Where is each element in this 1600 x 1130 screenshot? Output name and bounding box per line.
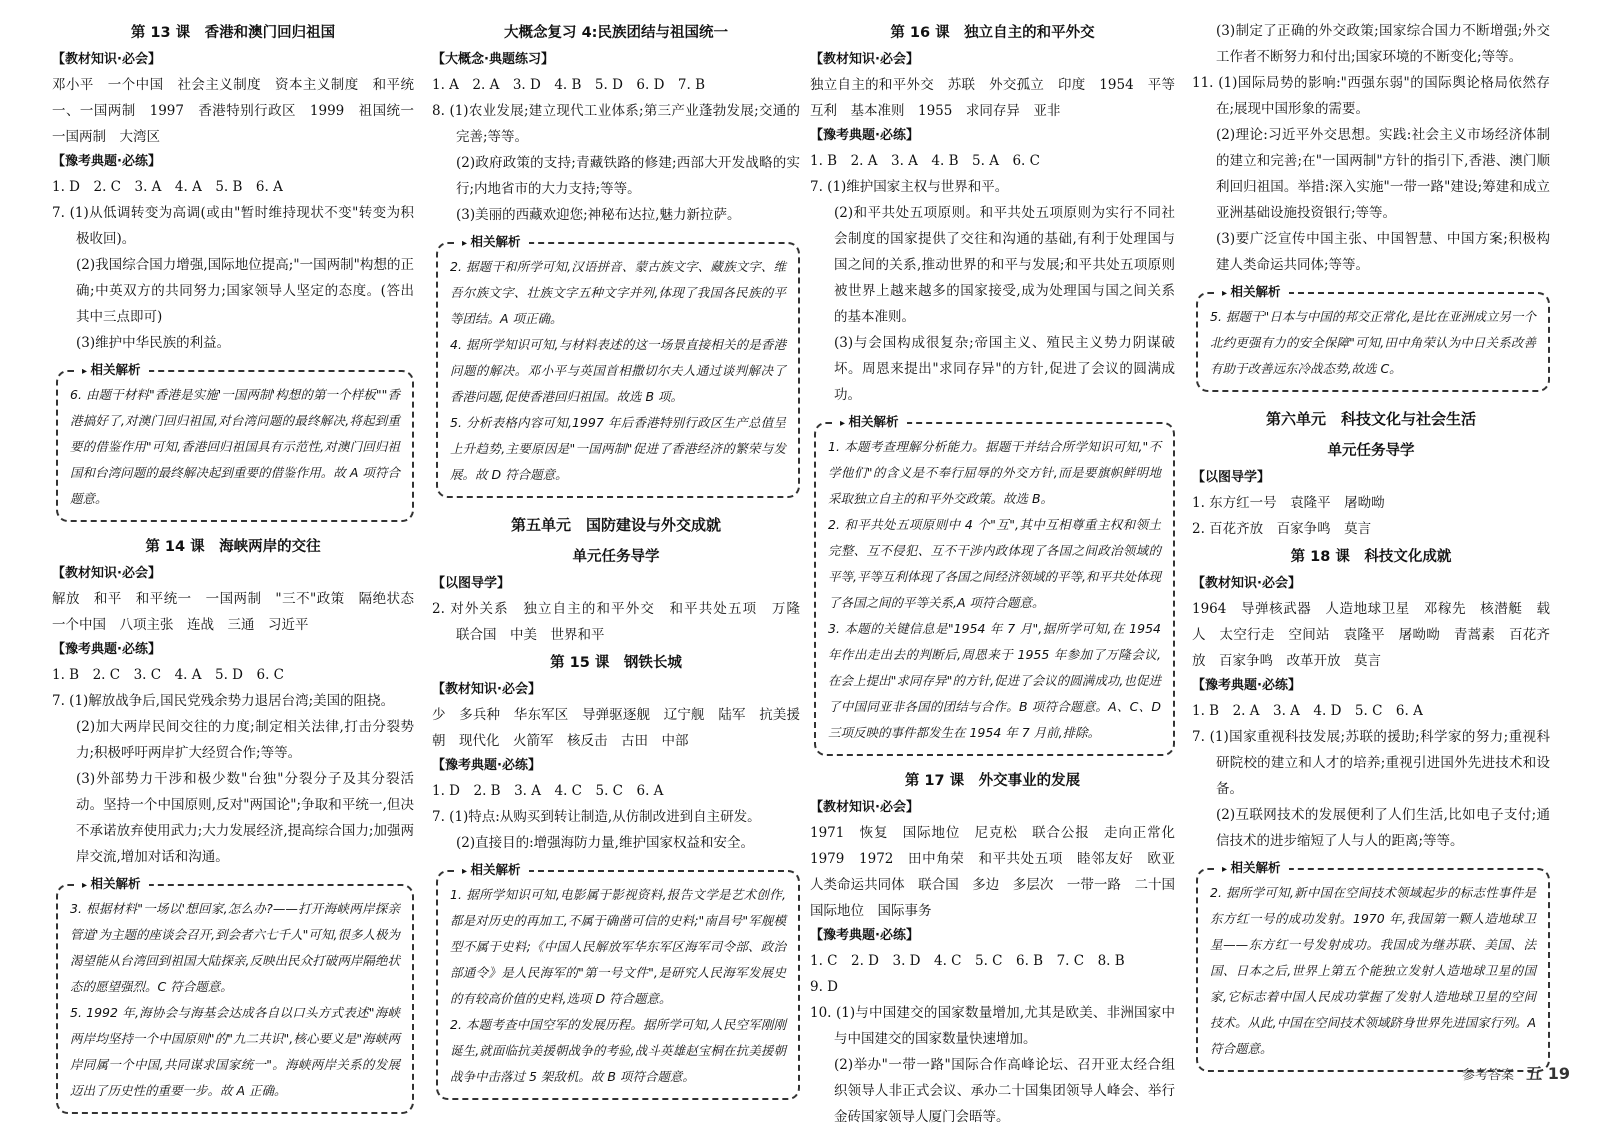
analysis-text: 5. 据题干"日本与中国的邦交正常化,是比在亚洲成立另一个北约更强有力的安全保障"可知,田中角荣认为中日关系改善有助于改善远东冷战态势,故选 C。 bbox=[1210, 309, 1536, 376]
analysis-box bbox=[814, 414, 1175, 756]
answer-item: (3)维护中华民族的利益。 bbox=[76, 335, 231, 351]
analysis-text: 2. 据所学可知,新中国在空间技术领域起步的标志性事件是东方红一号的成功发射。1970 年,我国第一颗人造地球卫星——东方红一号发射成功。我国成为继苏联、美国、法国、日本之后,世界上第五个能独立发射人造地球卫星的国家,它标志着中国人民成功掌握了发射人造地球卫星的空间技术。从此,中国在空间技术领域跻身世界先进国家行列。A 符合题意。 bbox=[1210, 885, 1536, 1056]
answer-choices: 1. A 2. A 3. D 4. B 5. D 6. D 7. B bbox=[432, 77, 706, 93]
answer-choices: 1. B 2. A 3. A 4. B 5. A 6. C bbox=[810, 153, 1040, 169]
analysis-box-title: ▸ 相关解析 bbox=[74, 360, 149, 382]
analysis-box-title: ▸ 相关解析 bbox=[74, 874, 149, 896]
analysis-text: 2. 和平共处五项原则中 4 个"互",其中互相尊重主权和领土完整、互不侵犯、互不干涉内政体现了各国之间政治领域的平等,平等互利体现了各国之间经济领域的平等,和平共处体现了各国之间的平等关系,A 项符合题意。 bbox=[828, 517, 1161, 610]
section-heading: 【豫考典题·必练】 bbox=[52, 154, 161, 169]
answer-item: 2. 百花齐放 百家争鸣 莫言 bbox=[1192, 521, 1372, 537]
answer-item: (2)互联网技术的发展便利了人们生活,比如电子支付;通信技术的进步缩短了人与人的距离;等等。 bbox=[1216, 807, 1550, 849]
unit-6-subtitle: 单元任务导学 bbox=[1327, 443, 1415, 459]
answer-choices: 9. D bbox=[810, 979, 838, 995]
lesson-15-title: 第 15 课 钢铁长城 bbox=[550, 655, 682, 671]
answer-item: (2)和平共处五项原则。和平共处五项原则为实行不同社会制度的国家提供了交往和沟通的基础,有利于处理国与国之间的关系,推动世界的和平与发展;和平共处五项原则被世界上越来越多的国家接受,成为处理国与国之间关系的基本准则。 bbox=[834, 205, 1175, 325]
analysis-box-title: ▸ 相关解析 bbox=[454, 860, 529, 882]
answer-choices: 1. B 2. A 3. A 4. D 5. C 6. A bbox=[1192, 703, 1423, 719]
answer-item: 8. (1)农业发展;建立现代工业体系;第三产业蓬勃发展;交通的完善;等等。 bbox=[432, 103, 800, 145]
lesson-18-title: 第 18 课 科技文化成就 bbox=[1290, 549, 1452, 565]
answer-text: 独立自主的和平外交 苏联 外交孤立 印度 1954 平等互利 基本准则 1955 求同存异 亚非 bbox=[810, 77, 1175, 119]
section-heading: 【教材知识·必会】 bbox=[810, 52, 919, 67]
analysis-text: 3. 本题的关键信息是"1954 年 7 月",据所学可知,在 1954 年作出走出去的判断后,周恩来于 1955 年参加了万隆会议,在会上提出"求同存异"的方针,促进了会议的圆满成功,也促进了中国同亚非各国的团结与合作。B 项符合题意。A、C、D 三项反映的事件都发生在 1954 年 7 月前,排除。 bbox=[828, 621, 1161, 740]
section-heading: 【豫考典题·必练】 bbox=[432, 758, 541, 773]
analysis-text: 2. 本题考查中国空军的发展历程。据所学可知,人民空军刚刚诞生,就面临抗美援朝战争的考验,战斗英雄赵宝桐在抗美援朝战争中击落过 5 架敌机。故 B 项符合题意。 bbox=[450, 1017, 786, 1084]
answer-item: (3)与会国构成很复杂;帝国主义、殖民主义势力阴谋破坏。周恩来提出"求同存异"的方针,促进了会议的圆满成功。 bbox=[834, 335, 1175, 403]
answer-item: (2)举办"一带一路"国际合作高峰论坛、召开亚太经合组织领导人非正式会议、承办二十国集团领导人峰会、举行金砖国家领导人厦门会晤等。 bbox=[834, 1057, 1175, 1125]
answer-choices: 1. D 2. B 3. A 4. C 5. C 6. A bbox=[432, 783, 664, 799]
lesson-13-title: 第 13 课 香港和澳门回归祖国 bbox=[130, 25, 336, 41]
answer-item: (2)我国综合国力增强,国际地位提高;"一国两制"构想的正确;中英双方的共同努力;国家领导人坚定的态度。(答出其中三点即可) bbox=[76, 257, 414, 325]
section-heading: 【教材知识·必会】 bbox=[52, 566, 161, 581]
review-title: 大概念复习 4:民族团结与祖国统一 bbox=[504, 25, 728, 41]
lesson-16-title: 第 16 课 独立自主的和平外交 bbox=[890, 25, 1095, 41]
answer-item: 7. (1)特点:从购买到转让制造,从仿制改进到自主研发。 bbox=[432, 809, 761, 825]
analysis-box bbox=[56, 362, 414, 522]
analysis-text: 1. 据所学知识可知,电影属于影视资料,报告文学是艺术创作,都是对历史的再加工,不属于确凿可信的史料;"南昌号"军舰模型不属于史料;《中国人民解放军华东军区海军司令部、政治部通令》是人民海军的"第一号文件",是研究人民海军发展史的有较高价值的史料,选项 D 符合题意。 bbox=[450, 887, 786, 1006]
answer-item: (2)直接目的:增强海防力量,维护国家权益和安全。 bbox=[456, 835, 754, 851]
lesson-14-title: 第 14 课 海峡两岸的交往 bbox=[145, 539, 321, 555]
section-heading: 【教材知识·必会】 bbox=[810, 800, 919, 815]
answer-item: 2. 对外关系 独立自主的和平外交 和平共处五项 万隆 联合国 中美 世界和平 bbox=[432, 601, 814, 643]
unit-5-title: 第五单元 国防建设与外交成就 bbox=[510, 516, 721, 534]
analysis-box-title: ▸ 相关解析 bbox=[1214, 858, 1289, 880]
section-heading: 【教材知识·必会】 bbox=[1192, 576, 1301, 591]
answer-text: 1964 导弹核武器 人造地球卫星 邓稼先 核潜艇 载人 太空行走 空间站 袁隆平 屠呦呦 青蒿素 百花齐放 百家争鸣 改革开放 莫言 bbox=[1192, 601, 1550, 669]
footer-label: 参考答案 bbox=[1462, 1068, 1515, 1083]
section-heading: 【豫考典题·必练】 bbox=[810, 128, 919, 143]
lesson-17-title: 第 17 课 外交事业的发展 bbox=[904, 773, 1081, 789]
section-heading: 【教材知识·必会】 bbox=[52, 52, 161, 67]
analysis-text: 5. 分析表格内容可知,1997 年后香港特别行政区生产总值呈上升趋势,主要原因是"一国两制"促进了香港经济的繁荣与发展。故 D 符合题意。 bbox=[450, 415, 786, 482]
unit-5-subtitle: 单元任务导学 bbox=[572, 549, 660, 565]
answer-item: 7. (1)解放战争后,国民党残余势力退居台湾;美国的阻挠。 bbox=[52, 693, 395, 709]
answer-item: 7. (1)从低调转变为高调(或由"暂时维持现状不变"转变为积极收回)。 bbox=[52, 205, 414, 247]
section-heading: 【豫考典题·必练】 bbox=[52, 642, 161, 657]
answer-item: (2)理论:习近平外交思想。实践:社会主义市场经济体制的建立和完善;在"一国两制"方针的指引下,香港、澳门顺利回归祖国。举措:深入实施"一带一路"建设;筹建和成立亚洲基础设施投资银行;等等。 bbox=[1216, 127, 1550, 221]
section-heading: 【以图导学】 bbox=[432, 576, 511, 591]
answer-choices: 1. D 2. C 3. A 4. A 5. B 6. A bbox=[52, 179, 283, 195]
answer-item: 1. 东方红一号 袁隆平 屠呦呦 bbox=[1192, 495, 1385, 511]
answer-text: 1971 恢复 国际地位 尼克松 联合公报 走向正常化 1979 1972 田中角荣 和平共处五项 睦邻友好 欧亚 人类命运共同体 联合国 多边 多层次 一带一路 二十国 国际地位 国际事务 bbox=[810, 825, 1189, 919]
column-1 bbox=[52, 18, 428, 1124]
section-heading: 【豫考典题·必练】 bbox=[810, 928, 919, 943]
answer-item: 7. (1)国家重视科技发展;苏联的援助;科学家的努力;重视科研院校的建立和人才的培养;重视引进国外先进技术和设备。 bbox=[1192, 729, 1550, 797]
analysis-text: 5. 1992 年,海协会与海基会达成各自以口头方式表述"海峡两岸均坚持一个中国原则"的"九二共识",核心要义是"海峡两岸同属一个中国,共同谋求国家统一"。海峡两岸关系的发展迈出了历史性的重要一步。故 A 正确。 bbox=[70, 1005, 400, 1098]
answer-item: (3)外部势力干涉和极少数"台独"分裂分子及其分裂活动。坚持一个中国原则,反对"两国论";争取和平统一,但决不承诺放弃使用武力;大力发展经济,提高综合国力;加强两岸交流,增加对话和沟通。 bbox=[76, 771, 414, 865]
analysis-box bbox=[56, 876, 414, 1114]
section-heading: 【豫考典题·必练】 bbox=[1192, 678, 1301, 693]
section-heading: 【大概念·典题练习】 bbox=[432, 52, 554, 67]
analysis-box bbox=[436, 234, 800, 498]
analysis-text: 6. 由题干材料"香港是实施'一国两制'构想的第一个样板""香港搞好了,对澳门回归祖国,对台湾问题的最终解决,将起到重要的借鉴作用"可知,香港回归祖国具有示范性,对澳门回归祖国和台湾问题的最终解决起到重要的借鉴作用。故 A 项符合题意。 bbox=[70, 387, 400, 506]
analysis-box-title: ▸ 相关解析 bbox=[454, 232, 529, 254]
unit-6-title: 第六单元 科技文化与社会生活 bbox=[1265, 410, 1476, 428]
answer-text: 邓小平 一个中国 社会主义制度 资本主义制度 和平统一、一国两制 1997 香港特别行政区 1999 祖国统一 一国两制 大湾区 bbox=[52, 77, 428, 145]
answer-choices: 1. B 2. C 3. C 4. A 5. D 6. C bbox=[52, 667, 285, 683]
answer-item: (2)加大两岸民间交往的力度;制定相关法律,打击分裂势力;积极呼吁两岸扩大经贸合作;等等。 bbox=[76, 719, 414, 761]
analysis-box-title: ▸ 相关解析 bbox=[1214, 282, 1289, 304]
page-number: 五 19 bbox=[1526, 1064, 1570, 1083]
answer-item: (3)制定了正确的外交政策;国家综合国力不断增强;外交工作者不断努力和付出;国家环境的不断变化;等等。 bbox=[1216, 23, 1550, 65]
answer-text: 解放 和平 和平统一 一国两制 "三不"政策 隔绝状态 一个中国 八项主张 连战 三通 习近平 bbox=[52, 591, 428, 633]
analysis-box bbox=[1196, 860, 1550, 1072]
answer-item: 10. (1)与中国建交的国家数量增加,尤其是欧美、非洲国家中与中国建交的国家数量快速增加。 bbox=[810, 1005, 1175, 1047]
page-footer bbox=[1462, 1061, 1570, 1084]
section-heading: 【教材知识·必会】 bbox=[432, 682, 541, 697]
analysis-box bbox=[1196, 284, 1550, 392]
answer-item: (3)要广泛宣传中国主张、中国智慧、中国方案;积极构建人类命运共同体;等等。 bbox=[1216, 231, 1550, 273]
answer-item: 11. (1)国际局势的影响:"西强东弱"的国际舆论格局依然存在;展现中国形象的需要。 bbox=[1192, 75, 1550, 117]
answer-choices: 1. C 2. D 3. D 4. C 5. C 6. B 7. C 8. B bbox=[810, 953, 1125, 969]
column-2 bbox=[432, 18, 814, 1110]
analysis-text: 1. 本题考查理解分析能力。据题干并结合所学知识可知,"不学他们"的含义是不奉行屈辱的外交方针,而是要旗帜鲜明地采取独立自主的和平外交政策。故选 B。 bbox=[828, 439, 1161, 506]
answer-item: (2)政府政策的支持;青藏铁路的修建;西部大开发战略的实行;内地省市的大力支持;等等。 bbox=[456, 155, 800, 197]
analysis-text: 2. 据题干和所学可知,汉语拼音、蒙古族文字、藏族文字、维吾尔族文字、壮族文字五种文字并列,体现了我国各民族的平等团结。A 项正确。 bbox=[450, 259, 786, 326]
answer-text: 少 多兵种 华东军区 导弹驱逐舰 辽宁舰 陆军 抗美援朝 现代化 火箭军 核反击 古田 中部 bbox=[432, 707, 800, 749]
section-heading: 【以图导学】 bbox=[1192, 470, 1271, 485]
answer-item: 7. (1)维护国家主权与世界和平。 bbox=[810, 179, 1009, 195]
analysis-text: 4. 据所学知识可知,与材料表述的这一场景直接相关的是香港问题的解决。邓小平与英国首相撒切尔夫人通过谈判解决了香港问题,促使香港回归祖国。故选 B 项。 bbox=[450, 337, 786, 404]
analysis-box bbox=[436, 862, 800, 1100]
column-3 bbox=[810, 18, 1189, 1130]
answer-item: (3)美丽的西藏欢迎您;神秘布达拉,魅力新拉萨。 bbox=[456, 207, 741, 223]
column-4 bbox=[1192, 18, 1550, 1082]
analysis-text: 3. 根据材料"一场以'想回家,怎么办?——打开海峡两岸探亲管道'为主题的座谈会召开,到会者六七千人"可知,很多人极为渴望能从台湾回到祖国大陆探亲,反映出民众打破两岸隔绝状态的愿望强烈。C 符合题意。 bbox=[70, 901, 400, 994]
analysis-box-title: ▸ 相关解析 bbox=[832, 412, 907, 434]
